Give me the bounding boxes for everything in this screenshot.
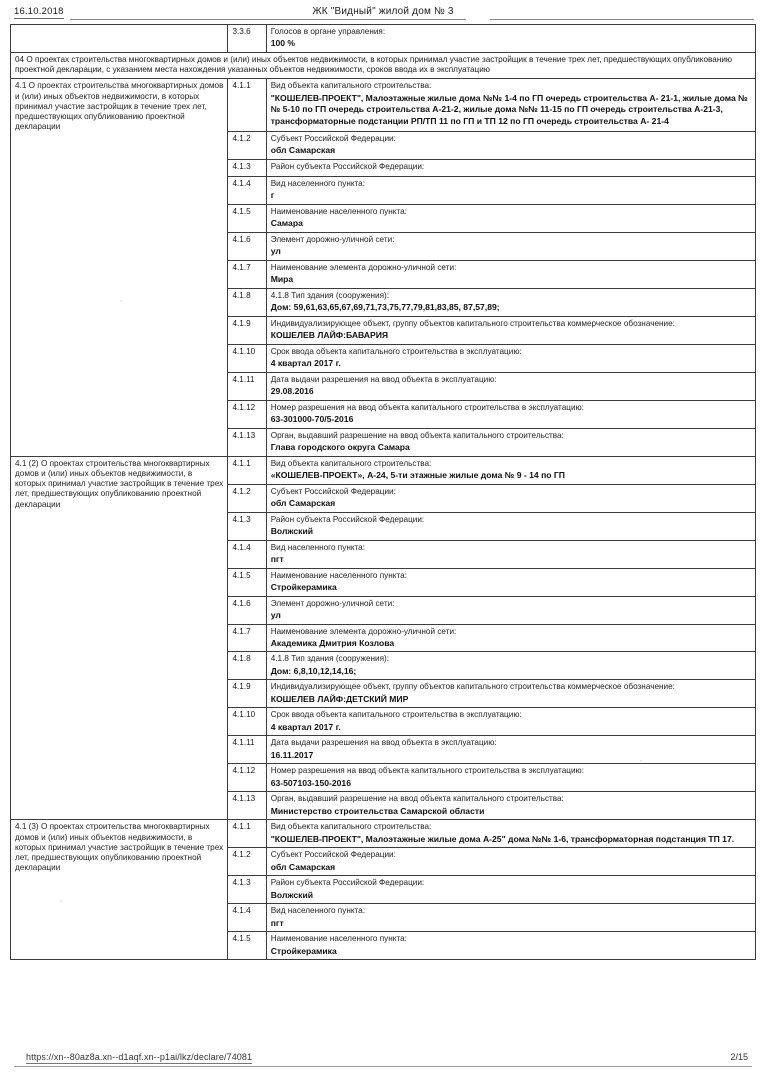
field-value: пгт	[270, 917, 284, 928]
row-body	[266, 652, 755, 680]
row-number: 4.1.11	[228, 736, 266, 764]
row-body	[266, 876, 755, 904]
field-value: Стройкерамика	[270, 581, 337, 592]
field-label: Срок ввода объекта капитального строительства в эксплуатацию:	[270, 710, 522, 720]
row-body	[266, 624, 755, 652]
row-number: 4.1.8	[228, 288, 266, 316]
field-value: Волжский	[270, 889, 314, 900]
field-value: 63-507103-150-2016	[270, 777, 351, 788]
row-body	[266, 159, 755, 176]
field-label: Номер разрешения на ввод объекта капитального строительства в эксплуатацию:	[270, 402, 584, 412]
field-value: пгт	[270, 553, 284, 564]
field-label: Вид объекта капитального строительства:	[270, 81, 432, 91]
field-value: обл Самарская	[270, 497, 336, 508]
row-body	[266, 568, 755, 596]
field-label: Наименование элемента дорожно-уличной сети:	[270, 626, 457, 636]
field-label: Наименование элемента дорожно-уличной сети:	[270, 262, 457, 272]
field-value: Волжский	[270, 525, 314, 536]
row-body	[266, 316, 755, 344]
field-label: 4.1.8 Тип здания (сооружения):	[270, 290, 390, 300]
field-label: Орган, выдавший разрешение на ввод объекта капитального строительства:	[270, 430, 564, 440]
row-body	[266, 232, 755, 260]
field-value: Мира	[270, 273, 294, 284]
row-number: 4.1.5	[228, 204, 266, 232]
page-footer	[0, 1052, 766, 1070]
row-number: 4.1.2	[228, 484, 266, 512]
field-label: Район субъекта Российской Федерации:	[270, 878, 425, 888]
group-label-cell	[11, 820, 228, 960]
row-number: 4.1.8	[228, 652, 266, 680]
field-label: 4.1.8 Тип здания (сооружения):	[270, 654, 390, 664]
row-body	[266, 288, 755, 316]
row-number: 4.1.12	[228, 400, 266, 428]
row-number: 4.1.2	[228, 131, 266, 159]
row-body	[266, 820, 755, 848]
row-number: 3.3.6	[228, 25, 266, 53]
row-number: 4.1.10	[228, 708, 266, 736]
field-label: Срок ввода объекта капитального строительства в эксплуатацию:	[270, 346, 522, 356]
row-number: 4.1.4	[228, 540, 266, 568]
field-label: Наименование населенного пункта:	[270, 570, 407, 580]
field-label: Субъект Российской Федерации:	[270, 133, 396, 143]
field-value: Министерство строительства Самарской области	[270, 805, 485, 816]
header-title: ЖК "Видный" жилой дом № 3	[312, 6, 454, 17]
row-body	[266, 25, 755, 53]
field-label: Дата выдачи разрешения на ввод объекта в эксплуатацию:	[270, 738, 497, 748]
field-label: Наименование населенного пункта:	[270, 934, 407, 944]
page-header	[10, 6, 756, 22]
field-value: КОШЕЛЕВ ЛАЙФ:ДЕТСКИЙ МИР	[270, 693, 409, 704]
row-number: 4.1.7	[228, 260, 266, 288]
field-label: Индивидуализирующее объект, группу объектов капитального строительства коммерческое обозначение:	[270, 682, 675, 692]
row-body	[266, 596, 755, 624]
field-value: «КОШЕЛЕВ-ПРОЕКТ», А-24, 5-ти этажные жилые дома № 9 - 14 по ГП	[270, 469, 565, 480]
row-body	[266, 932, 755, 960]
row-body	[266, 456, 755, 484]
footer-rule	[14, 1066, 752, 1067]
field-value: обл Самарская	[270, 144, 336, 155]
field-value: КОШЕЛЕВ ЛАЙФ:БАВАРИЯ	[270, 329, 389, 340]
row-number: 4.1.1	[228, 79, 266, 131]
row-number: 4.1.6	[228, 596, 266, 624]
row-body	[266, 400, 755, 428]
row-number: 4.1.13	[228, 428, 266, 456]
field-label: Элемент дорожно-уличной сети:	[270, 598, 395, 608]
field-value: 29.08.2016	[270, 385, 314, 396]
field-value: "КОШЕЛЕВ-ПРОЕКТ", Малоэтажные жилые дома А-25" дома №№ 1-6, трансформаторная подстанция ТП 17.	[270, 833, 735, 844]
row-body	[266, 680, 755, 708]
table-row	[11, 820, 756, 848]
section-heading: 04 О проектах строительства многоквартирных домов и (или) иных объектов недвижимости, в которых принимал участие застройщик в течение трех лет, предшествующих опубликованию проектной декларации, с указанием места нахождения указанных объектов недвижимости, сроков ввода их в эксплуатацию	[11, 52, 756, 79]
header-rule-right	[490, 19, 754, 20]
field-value: Дом: 6,8,10,12,14,16;	[270, 665, 357, 676]
table-row	[11, 25, 756, 53]
row-body	[266, 204, 755, 232]
field-label: Район субъекта Российской Федерации:	[270, 161, 425, 171]
field-label: Субъект Российской Федерации:	[270, 850, 396, 860]
field-label: Дата выдачи разрешения на ввод объекта в эксплуатацию:	[270, 374, 497, 384]
group-label: 4.1 (3) О проектах строительства многоквартирных домов и (или) иных объектов недвижимости, в которых принимал участие застройщик в течение трех лет, предшествующих опубликованию проектной декларации	[15, 822, 224, 873]
row-number: 4.1.13	[228, 792, 266, 820]
field-value: г	[270, 190, 275, 200]
row-body	[266, 484, 755, 512]
row-number: 4.1.4	[228, 904, 266, 932]
scan-speck	[640, 760, 642, 762]
row-number: 4.1.5	[228, 932, 266, 960]
field-label: Наименование населенного пункта:	[270, 206, 407, 216]
field-value: "КОШЕЛЕВ-ПРОЕКТ", Малоэтажные жилые дома №№ 1-4 по ГП очередь строительства А- 21-1, жилые дома №№ 5-10 по ГП очередь строительства А-21-2, жилые дома №№ 11-15 по ГП очередь строительства А-21-3, трансформаторные подстанции РП/ТП 11 по ГП и ТП 12 по ГП очередь строительства А- 21-4	[270, 92, 748, 126]
group-label-cell	[11, 79, 228, 456]
field-label: Голосов в органе управления:	[270, 27, 386, 36]
scan-speck	[60, 900, 62, 902]
field-value: 63-301000-70/5-2016	[270, 413, 354, 424]
field-value: Стройкерамика	[270, 945, 337, 956]
row-body	[266, 131, 755, 159]
field-value: 4 квартал 2017 г.	[270, 721, 341, 732]
row-number: 4.1.12	[228, 764, 266, 792]
footer-url: https://xn--80az8a.xn--d1aqf.xn--p1ai/lkz/declare/74081	[26, 1052, 253, 1062]
declaration-table	[10, 24, 756, 960]
table-row	[11, 456, 756, 484]
row-body	[266, 904, 755, 932]
scan-speck	[120, 300, 122, 302]
row-body	[266, 764, 755, 792]
row-number: 4.1.1	[228, 456, 266, 484]
field-label: Вид населенного пункта:	[270, 178, 366, 188]
row-number: 4.1.3	[228, 512, 266, 540]
row-number: 4.1.9	[228, 680, 266, 708]
row-body	[266, 512, 755, 540]
row-number: 4.1.1	[228, 820, 266, 848]
row-body	[266, 792, 755, 820]
footer-page-number: 2/15	[730, 1052, 748, 1062]
row-body	[266, 428, 755, 456]
group-label-cell	[11, 456, 228, 820]
field-value: ул	[270, 245, 281, 256]
row-number: 4.1.7	[228, 624, 266, 652]
field-label: Субъект Российской Федерации:	[270, 486, 396, 496]
field-label: Вид объекта капитального строительства:	[270, 458, 432, 468]
row-number: 4.1.9	[228, 316, 266, 344]
row-body	[266, 736, 755, 764]
row-body	[266, 848, 755, 876]
row-number: 4.1.11	[228, 372, 266, 400]
field-value: 16.11.2017	[270, 749, 314, 760]
header-rule-left	[70, 19, 466, 20]
table-row	[11, 79, 756, 131]
row-number: 4.1.6	[228, 232, 266, 260]
row-body	[266, 540, 755, 568]
group-label: 4.1 О проектах строительства многоквартирных домов и (или) иных объектов недвижимости, в которых принимал участие застройщик в течение трех лет, предшествующих опубликованию проектной декларации	[15, 81, 224, 132]
field-label: Вид объекта капитального строительства:	[270, 822, 432, 832]
row-number: 4.1.4	[228, 176, 266, 204]
field-label: Вид населенного пункта:	[270, 906, 366, 916]
header-date: 16.10.2018	[14, 6, 64, 17]
row-body	[266, 260, 755, 288]
field-label: Номер разрешения на ввод объекта капитального строительства в эксплуатацию:	[270, 766, 584, 776]
group-label: 4.1 (2) О проектах строительства многоквартирных домов и (или) иных объектов недвижимости, в которых принимал участие застройщик в течение трех лет, предшествующих опубликованию проектной декларации	[15, 458, 224, 509]
field-value: Глава городского округа Самара	[270, 441, 410, 452]
field-value: Академика Дмитрия Козлова	[270, 637, 395, 648]
row-body	[266, 344, 755, 372]
row-body	[266, 79, 755, 131]
row-number: 4.1.5	[228, 568, 266, 596]
table-row-section	[11, 52, 756, 79]
field-value: Самара	[270, 217, 303, 228]
field-label: Вид населенного пункта:	[270, 542, 366, 552]
left-cell-empty	[11, 25, 228, 53]
row-body	[266, 372, 755, 400]
row-number: 4.1.10	[228, 344, 266, 372]
field-value: 100 %	[270, 38, 296, 49]
row-body	[266, 708, 755, 736]
row-number: 4.1.3	[228, 876, 266, 904]
field-label: Элемент дорожно-уличной сети:	[270, 234, 395, 244]
field-label: Район субъекта Российской Федерации:	[270, 514, 425, 524]
field-label: Орган, выдавший разрешение на ввод объекта капитального строительства:	[270, 794, 564, 804]
row-number: 4.1.3	[228, 159, 266, 176]
field-label: Индивидуализирующее объект, группу объектов капитального строительства коммерческое обозначение:	[270, 318, 675, 328]
row-body	[266, 176, 755, 204]
field-value: 4 квартал 2017 г.	[270, 357, 341, 368]
row-number: 4.1.2	[228, 848, 266, 876]
field-value: ул	[270, 609, 281, 620]
field-value: Дом: 59,61,63,65,67,69,71,73,75,77,79,81,83,85, 87,57,89;	[270, 301, 500, 312]
field-value: обл Самарская	[270, 861, 336, 872]
